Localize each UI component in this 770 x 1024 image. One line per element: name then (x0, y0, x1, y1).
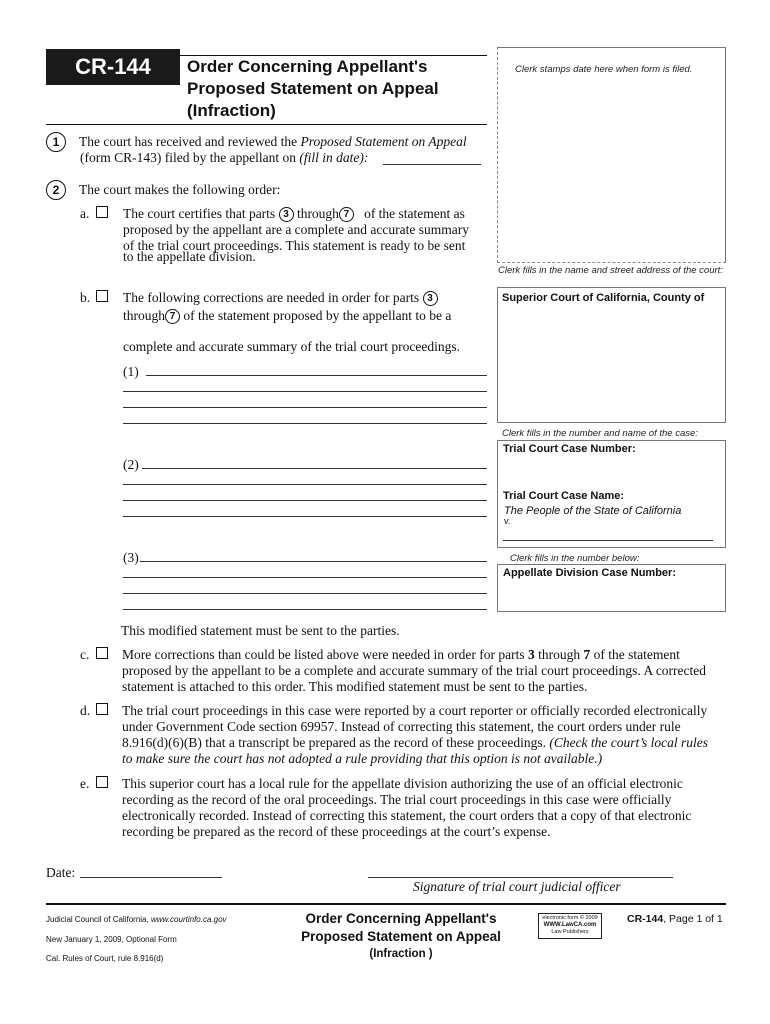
correction-2-label: (2) (123, 457, 139, 472)
footer-effective-date: New January 1, 2009, Optional Form (46, 935, 177, 944)
option-a-text: The court certifies that parts 3 through 7 of the statement as proposed by the appellant are a complete and accurate summary of the trial court proceedings. This statement is ready to be sent to the appellate division. (123, 206, 469, 264)
form-number-badge: CR-144 (46, 49, 180, 85)
clerk-stamp-note: Clerk stamps date here when form is filed. (515, 64, 693, 75)
correction-1-label: (1) (123, 364, 139, 379)
correction-1-line-4[interactable] (123, 423, 487, 424)
correction-2-line-1[interactable] (142, 468, 487, 469)
appellate-note: Clerk fills in the number below: (510, 553, 640, 564)
item-1-line-2-italic: (fill in date): (299, 150, 369, 165)
publisher-logo (538, 913, 602, 939)
signature-label: Signature of trial court judicial officer (413, 879, 621, 894)
option-a-letter: a. (80, 206, 90, 221)
footer-title (285, 910, 517, 963)
part-3-circle: 3 (423, 291, 438, 306)
footer-rule (46, 903, 726, 905)
option-d-text: The trial court proceedings in this case were reported by a court reporter or officially recorded electronically under Government Code section 69957. Instead of correcting this statement, the court orders under rule 8.916(d)(6)(B) that a transcript be prepared as the record of these proceedings. (Check the court’s local rules to make sure the court has not adopted a rule providing that this option is not available.) (122, 703, 709, 766)
form-title-line-2: Proposed Statement on Appeal (187, 79, 439, 98)
case-name-value: The People of the State of California (504, 505, 682, 517)
correction-2-line-4[interactable] (123, 516, 487, 517)
item-1-number: 1 (46, 132, 66, 152)
form-title (187, 56, 439, 122)
option-c-text: More corrections than could be listed above were needed in order for parts 3 through 7 of the statement proposed by the appellant to be a complete and accurate summary of the trial court proceedings. A corrected statement is attached to this order. This modified statement must be sent to the parties. (122, 647, 707, 694)
court-address-note: Clerk fills in the name and street address of the court: (498, 265, 723, 276)
option-d-checkbox[interactable] (96, 703, 108, 715)
date-label: Date: (46, 865, 76, 880)
date-field[interactable] (80, 877, 222, 878)
footer-council: Judicial Council of California, www.courtinfo.ca.gov (46, 915, 227, 924)
footer-page-info (627, 913, 723, 925)
correction-1-line-2[interactable] (123, 391, 487, 392)
logo-line-1: electronic form © 2009 (542, 915, 598, 921)
correction-2-line-3[interactable] (123, 500, 487, 501)
part-3-circle: 3 (279, 207, 294, 222)
case-name-line (503, 540, 713, 541)
option-b-checkbox[interactable] (96, 290, 108, 302)
correction-2-line-2[interactable] (123, 484, 487, 485)
appellate-label: Appellate Division Case Number: (503, 567, 676, 579)
correction-3-line-4[interactable] (123, 609, 487, 610)
signature-field[interactable] (368, 877, 673, 878)
item-2-number: 2 (46, 180, 66, 200)
option-c-checkbox[interactable] (96, 647, 108, 659)
footer-title-line-1: Order Concerning Appellant's (305, 911, 497, 926)
court-address-box[interactable] (497, 287, 726, 423)
option-b-text: The following corrections are needed in order for parts 3 through 7 of the statement proposed by the appellant to be a (123, 290, 452, 323)
modified-statement-note: This modified statement must be sent to the parties. (121, 623, 400, 638)
title-rule-bottom (46, 124, 487, 125)
correction-3-line-3[interactable] (123, 593, 487, 594)
case-name-label: Trial Court Case Name: (503, 490, 625, 502)
footer-rule-citation: Cal. Rules of Court, rule 8.916(d) (46, 954, 164, 963)
correction-3-label: (3) (123, 550, 139, 565)
case-note: Clerk fills in the number and name of the case: (502, 428, 698, 439)
item-1-line-1: The court has received and reviewed the (79, 134, 301, 149)
option-e-letter: e. (80, 776, 90, 791)
item-1-line-1-italic: Proposed Statement on Appeal (300, 134, 467, 149)
item-1-text (79, 134, 489, 166)
versus-label: v. (504, 516, 511, 526)
correction-1-line-3[interactable] (123, 407, 487, 408)
option-a-checkbox[interactable] (96, 206, 108, 218)
form-title-line-1: Order Concerning Appellant's (187, 57, 428, 76)
clerk-stamp-area (497, 47, 726, 263)
court-label: Superior Court of California, County of (502, 292, 705, 304)
footer-form-number: CR-144 (627, 913, 664, 925)
part-7-circle: 7 (165, 309, 180, 324)
item-2-text: The court makes the following order: (79, 182, 281, 197)
filed-date-field[interactable] (383, 164, 481, 165)
option-d-letter: d. (80, 703, 91, 718)
correction-1-line-1[interactable] (146, 375, 487, 376)
logo-line-3: Law Publishers (551, 929, 589, 935)
footer-page-number: , Page 1 of 1 (663, 913, 723, 925)
option-b-line-3: complete and accurate summary of the trial court proceedings. (123, 339, 460, 354)
correction-3-line-1[interactable] (140, 561, 487, 562)
logo-line-2: WWW.LawCA.com (543, 922, 597, 928)
part-7-circle: 7 (339, 207, 354, 222)
item-1-line-2: (form CR-143) filed by the appellant on (80, 150, 300, 165)
case-number-label: Trial Court Case Number: (503, 443, 636, 455)
footer-title-line-3: (Infraction ) (369, 948, 433, 960)
option-e-checkbox[interactable] (96, 776, 108, 788)
correction-3-line-2[interactable] (123, 577, 487, 578)
footer-title-line-2: Proposed Statement on Appeal (301, 929, 501, 944)
option-e-text: This superior court has a local rule for the appellate division authorizing the use of an official electronic recording as the record of the oral proceedings. The trial court proceedings in this case were officially electronically recorded. Instead of correcting this statement, the court orders that a copy of that electronic recording be prepared as the record of these proceedings at the court’s expense. (122, 776, 692, 839)
option-c-letter: c. (80, 647, 90, 662)
option-b-letter: b. (80, 290, 91, 305)
footer-council-url: www.courtinfo.ca.gov (150, 915, 227, 924)
form-title-line-3: (Infraction) (187, 101, 276, 120)
